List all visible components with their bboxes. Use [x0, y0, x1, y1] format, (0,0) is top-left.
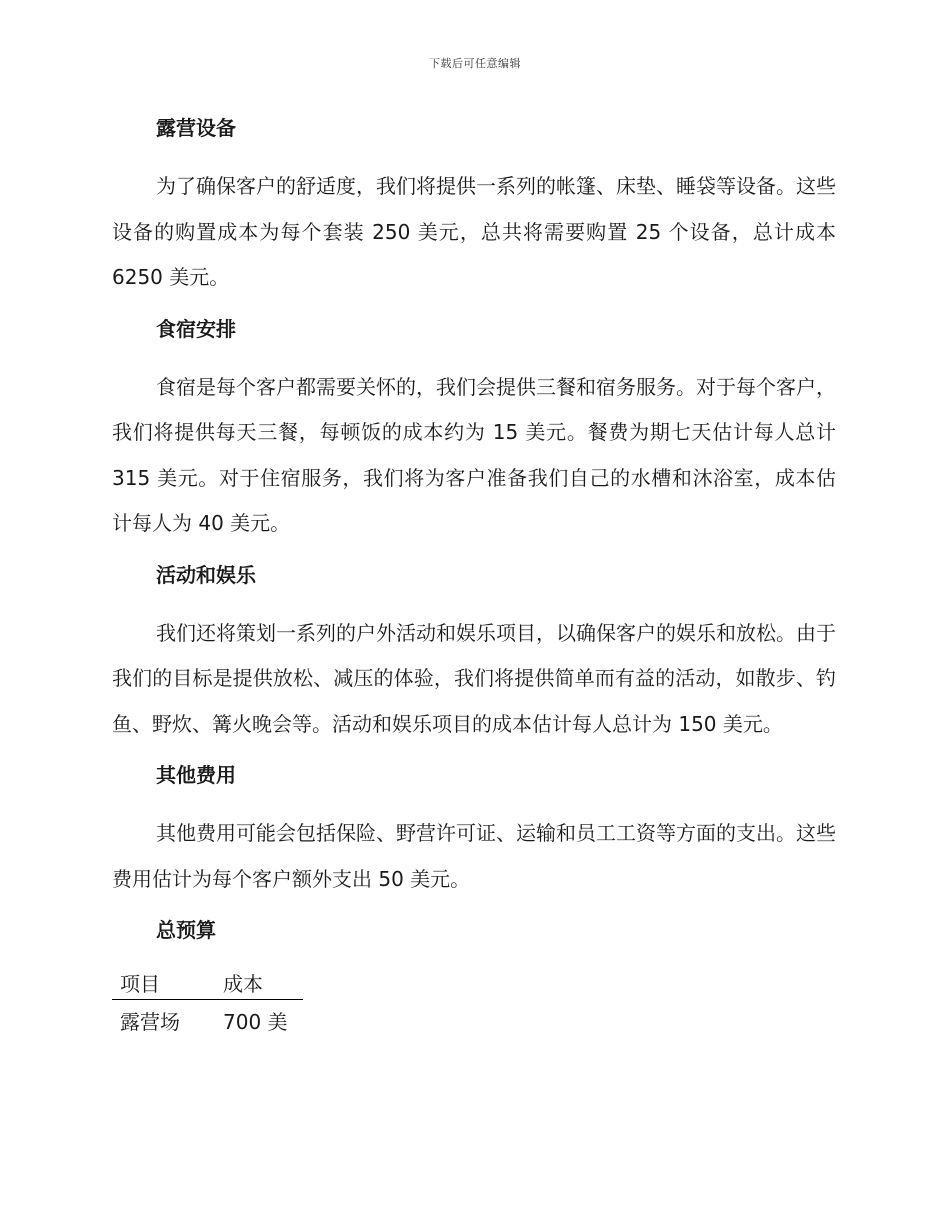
section-paragraph — [112, 164, 836, 301]
table-row — [112, 1000, 303, 1041]
section-food-lodging — [112, 313, 836, 559]
paragraph-line: 沐浴室，成本估计每人为 40 美元。 — [112, 465, 837, 535]
document-body — [112, 112, 836, 1040]
table-cell: 700 美 — [223, 1009, 288, 1034]
table-header-row — [112, 968, 303, 1000]
section-paragraph — [112, 365, 836, 547]
table-cell: 露营场 — [120, 1009, 180, 1034]
page-header: 下载后可任意编辑 — [429, 57, 521, 70]
section-other-costs — [112, 759, 836, 914]
paragraph-line: 计为 150 美元。 — [632, 711, 783, 736]
section-activities — [112, 559, 836, 760]
section-total-budget — [112, 914, 836, 1040]
column-header-item: 项目 — [112, 968, 215, 1000]
section-equipment — [112, 112, 836, 313]
paragraph-line: 其他费用可能会包括保险、野营许可证、运输和员工工资等方面的支 — [156, 821, 756, 845]
section-paragraph — [112, 811, 836, 902]
paragraph-line: 为了确保客户的舒适度，我们将提供一系列的帐篷、床垫、睡袋等设 — [156, 174, 756, 198]
paragraph-line: 计每人总计 315 美元。对于住宿服务，我们将为客户准备我们自己的水槽和 — [112, 420, 836, 490]
section-heading: 活动和娱乐 — [156, 562, 256, 587]
budget-table — [112, 968, 303, 1040]
paragraph-line: 食宿是每个客户都需要关怀的，我们会提供三餐和宿务服务。对于每个 — [156, 374, 776, 399]
paragraph-line: 动，如散步、钓鱼、野炊、篝火晚会等。活动和娱乐项目的成本估计每人总 — [112, 666, 837, 736]
paragraph-line: 松。由于我们的目标是提供放松、减压的体验，我们将提供简单而有益的活 — [112, 620, 836, 690]
section-heading: 露营设备 — [156, 116, 236, 140]
section-heading: 食宿安排 — [156, 316, 236, 341]
section-heading: 总预算 — [156, 918, 216, 942]
column-header-cost: 成本 — [215, 968, 303, 1000]
paragraph-line: 客户，我们将提供每天三餐，每顿饭的成本约为 15 美元。餐费为期七天估 — [112, 374, 836, 444]
paragraph-line: 备，总计成本 6250 美元。 — [112, 219, 836, 289]
paragraph-line: 备。这些设备的购置成本为每个套装 250 美元，总共将需要购置 25 个设 — [112, 174, 836, 244]
paragraph-line: 出。这些费用估计为每个客户额外支出 50 美元。 — [112, 821, 836, 891]
section-paragraph — [112, 611, 836, 748]
paragraph-line: 我们还将策划一系列的户外活动和娱乐项目，以确保客户的娱乐和放 — [156, 620, 756, 645]
section-heading: 其他费用 — [156, 763, 236, 787]
